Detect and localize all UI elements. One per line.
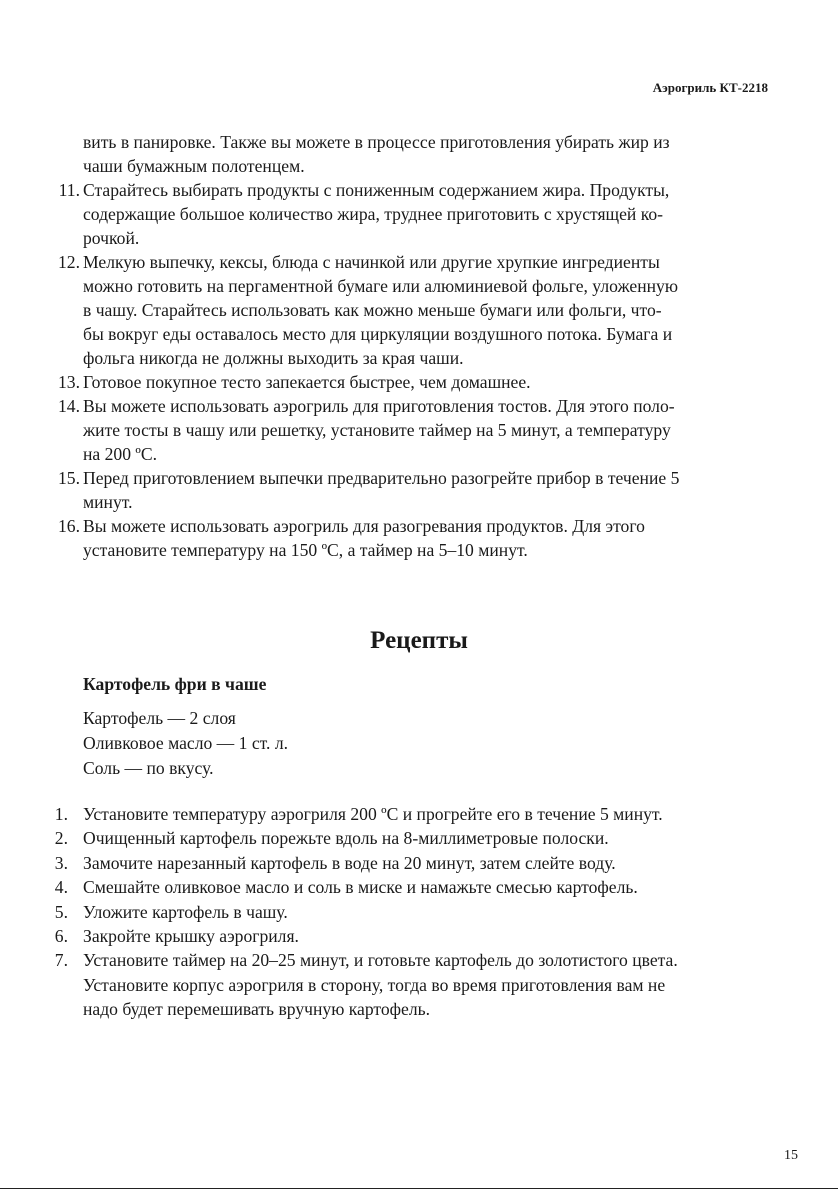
- tip-line: Вы можете использовать аэрогриль для разогревания продуктов. Для этого: [83, 516, 645, 536]
- step-item: [52, 851, 772, 875]
- step-item: [52, 948, 772, 1021]
- tip-line: установите температуру на 150 ºС, а таймер на 5–10 минут.: [83, 540, 528, 560]
- step-number: 4.: [54, 877, 68, 898]
- tip-line: бы вокруг еды оставалось место для циркуляции воздушного потока. Бумага и: [83, 324, 673, 344]
- step-line: Замочите нарезанный картофель в воде на 20 минут, затем слейте воду.: [83, 852, 616, 873]
- tip-line: рочкой.: [83, 228, 140, 248]
- step-line: Закройте крышку аэрогриля.: [83, 926, 299, 947]
- tip-line: можно готовить на пергаментной бумаге или алюминиевой фольге, уложенную: [83, 276, 678, 296]
- step-item: [52, 900, 772, 924]
- step-line: Очищенный картофель порежьте вдоль на 8-миллиметровые полоски.: [83, 828, 609, 849]
- tip-line: минут.: [83, 492, 133, 512]
- tip-line: Вы можете использовать аэрогриль для приготовления тостов. Для этого поло-: [83, 396, 675, 416]
- ingredient-item: Картофель — 2 слоя: [83, 708, 236, 728]
- step-item: [52, 802, 772, 826]
- ingredients-list: [83, 706, 288, 781]
- tip-line: Старайтесь выбирать продукты с пониженным содержанием жира. Продукты,: [83, 180, 670, 200]
- page-number: 15: [784, 1148, 798, 1163]
- step-line: Уложите картофель в чашу.: [83, 901, 288, 922]
- step-number: 5.: [54, 901, 68, 922]
- section-title: Рецепты: [370, 627, 468, 654]
- tip-line: вить в панировке. Также вы можете в процессе приготовления убирать жир из: [83, 132, 670, 152]
- tip-line: в чашу. Старайтесь использовать как можно меньше бумаги или фольги, что-: [83, 300, 662, 320]
- step-number: 3.: [54, 852, 68, 873]
- step-number: 1.: [54, 804, 68, 824]
- step-line: Смешайте оливковое масло и соль в миске и намажьте смесью картофель.: [83, 877, 638, 898]
- ingredient-item: Соль — по вкусу.: [83, 758, 214, 778]
- step-number: 7.: [54, 950, 68, 971]
- tip-item: [52, 514, 772, 562]
- bottom-divider: [0, 1188, 838, 1189]
- tip-line: жите тосты в чашу или решетку, установите таймер на 5 минут, а температуру: [83, 420, 671, 440]
- step-line: Установите температуру аэрогриля 200 ºС и прогрейте его в течение 5 минут.: [83, 804, 663, 824]
- tip-line: содержащие большое количество жира, труднее приготовить с хрустящей ко-: [83, 204, 664, 224]
- step-item: [52, 826, 772, 850]
- tip-line: фольга никогда не должны выходить за края чаши.: [83, 348, 464, 368]
- tip-number: 15.: [58, 468, 80, 488]
- tips-list: [52, 130, 772, 562]
- tip-number: 12.: [58, 252, 80, 272]
- step-item: [52, 875, 772, 899]
- tip-number: 14.: [58, 396, 80, 416]
- tip-item: [52, 394, 772, 466]
- tip-line: Перед приготовлением выпечки предварительно разогрейте прибор в течение 5: [83, 468, 680, 488]
- step-line: Установите корпус аэрогриля в сторону, тогда во время приготовления вам не: [83, 974, 666, 995]
- tip-number: 13.: [58, 372, 80, 392]
- tip-item: [52, 370, 772, 394]
- step-line: Установите таймер на 20–25 минут, и готовьте картофель до золотистого цвета.: [83, 950, 678, 971]
- tip-item: [52, 250, 772, 370]
- step-item: [52, 924, 772, 948]
- step-number: 6.: [54, 926, 68, 947]
- tip-item: [52, 178, 772, 250]
- tip-line: Мелкую выпечку, кексы, блюда с начинкой или другие хрупкие ингредиенты: [83, 252, 660, 272]
- tip-item: [52, 130, 772, 178]
- tip-line: на 200 ºС.: [83, 444, 158, 464]
- tip-item: [52, 466, 772, 514]
- tip-number: 16.: [58, 516, 80, 536]
- tip-line: Готовое покупное тесто запекается быстрее, чем домашнее.: [83, 372, 531, 392]
- ingredient-item: Оливковое масло — 1 ст. л.: [83, 733, 289, 753]
- tip-number: 11.: [58, 180, 80, 200]
- page-header: Аэрогриль КТ-2218: [652, 80, 768, 95]
- recipe-title: Картофель фри в чаше: [83, 674, 267, 694]
- recipe-steps: [52, 802, 772, 1022]
- step-number: 2.: [54, 828, 68, 849]
- step-line: надо будет перемешивать вручную картофель.: [83, 999, 431, 1020]
- tip-line: чаши бумажным полотенцем.: [83, 156, 305, 176]
